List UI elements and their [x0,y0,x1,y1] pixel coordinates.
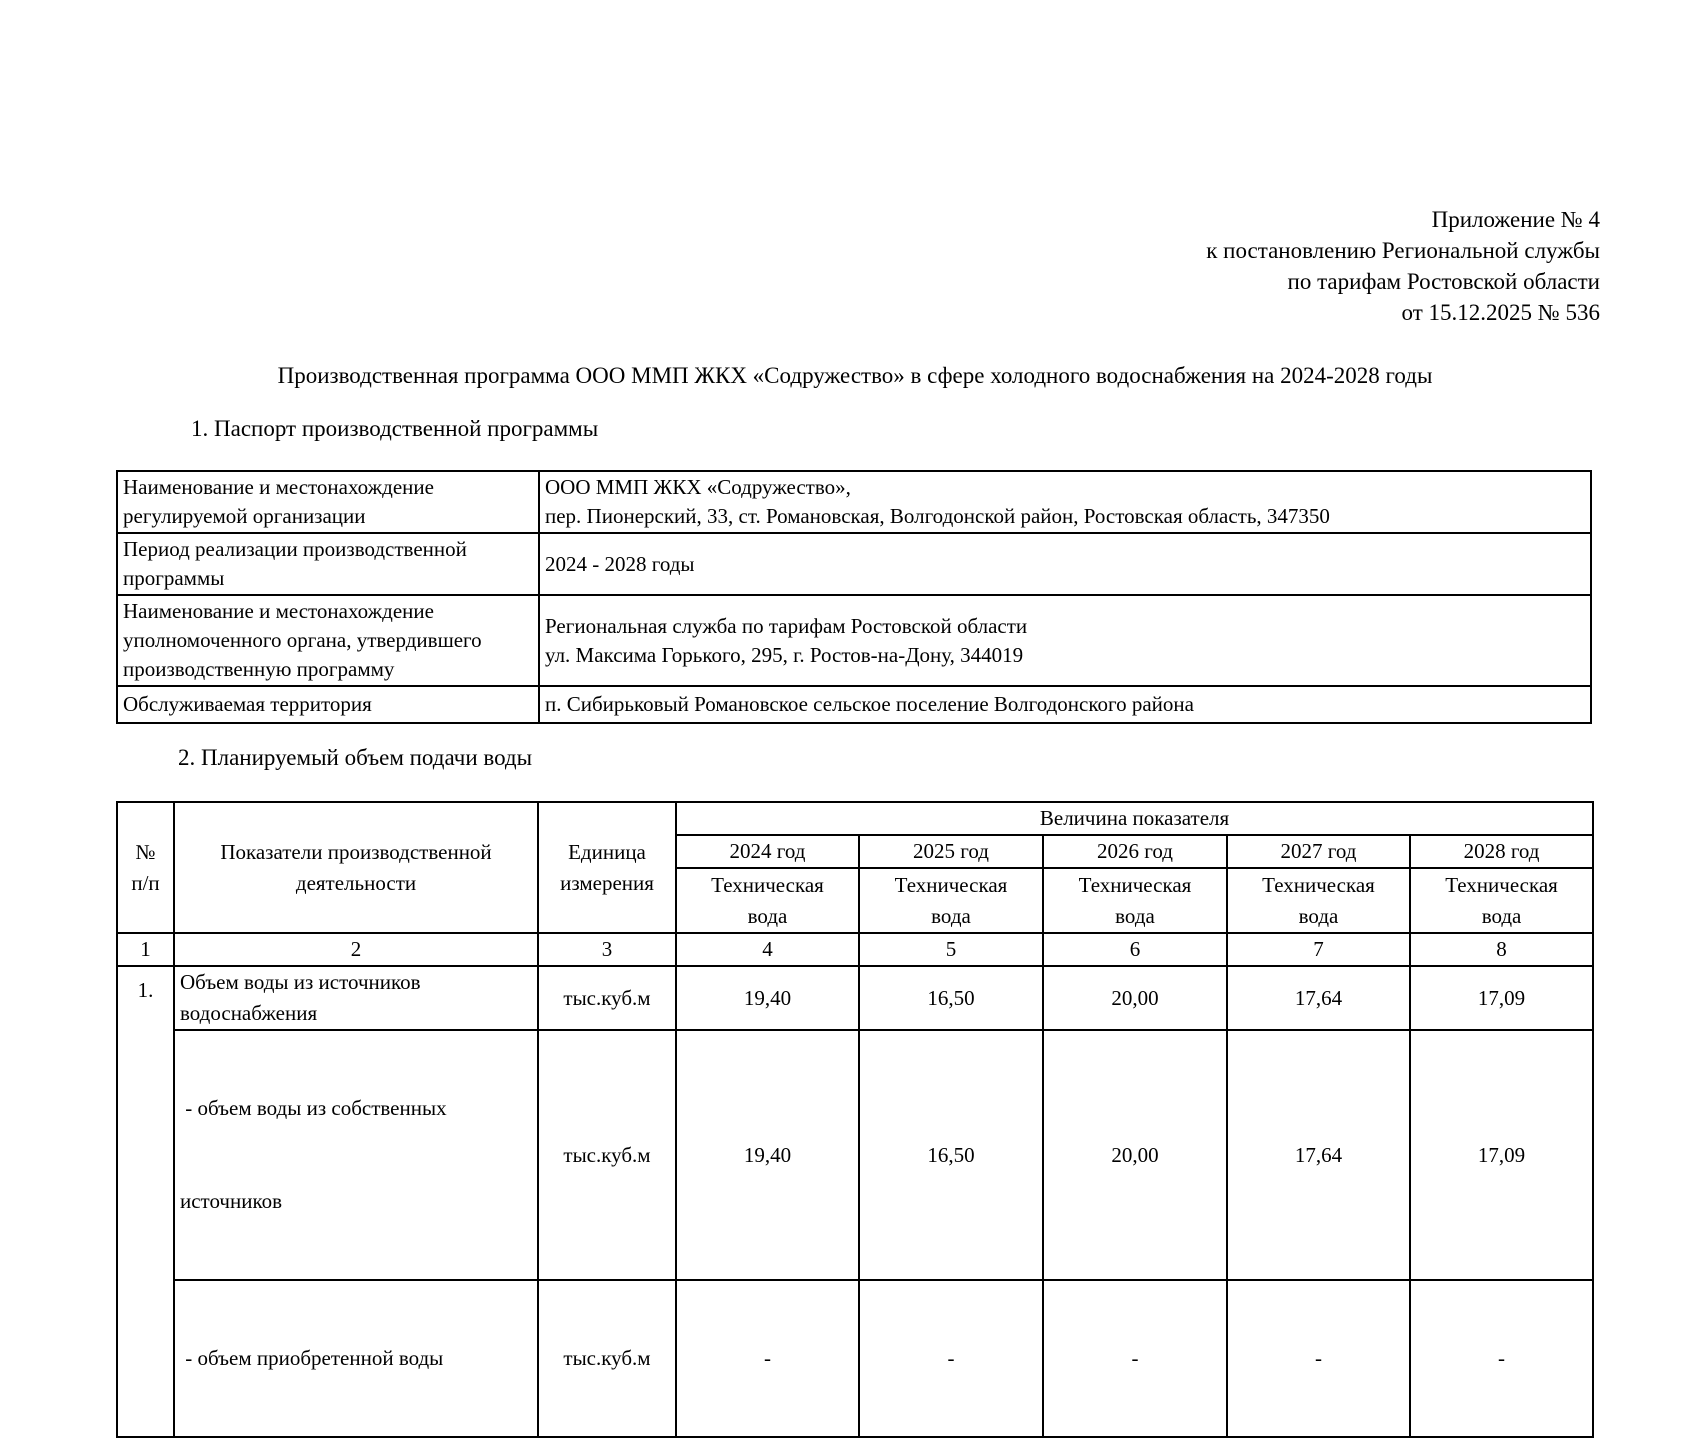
header-water-type [1043,868,1227,933]
text-line: Обслуживаемая территория [123,692,372,716]
text-line: вода [1115,903,1155,928]
text-line: п/п [131,870,160,895]
passport-value [539,533,1591,595]
value-cell: 17,64 [1227,966,1410,1030]
passport-label [117,471,539,533]
text-line: деятельности [295,870,417,895]
value-cell: 17,09 [1410,1030,1593,1280]
header-indicator [174,802,538,933]
text-line: регулируемой организации [123,504,366,528]
table-row [117,1030,1593,1280]
header-unit [538,802,676,933]
column-number: 8 [1410,933,1593,966]
value-cell: - [1227,1280,1410,1437]
text-line: вода [1298,903,1339,928]
header-number [117,802,174,933]
text-line: п. Сибирьковый Романовское сельское поселение Волгодонского района [545,692,1194,716]
text-line: водоснабжения [180,1001,318,1025]
text-line: Техническая [1262,872,1375,897]
value-cell: - [1043,1280,1227,1437]
column-number: 5 [859,933,1043,966]
text-line: - объем воды из собственных [180,1096,447,1120]
header-year: 2025 год [859,835,1043,868]
text-line: № [135,839,156,864]
table-row [117,533,1591,595]
column-number: 2 [174,933,538,966]
unit-cell: тыс.куб.м [538,966,676,1030]
header-year: 2028 год [1410,835,1593,868]
column-number: 6 [1043,933,1227,966]
value-cell: - [1410,1280,1593,1437]
indicator-label [174,1030,538,1280]
header-water-type [859,868,1043,933]
text-line: Показатели производственной [220,839,492,864]
column-number: 3 [538,933,676,966]
column-number: 1 [117,933,174,966]
table-row [117,1280,1593,1437]
document-title: Производственная программа ООО ММП ЖКХ «Содружество» в сфере холодного водоснабжения на 2024-2028 годы [277,363,1433,388]
header-water-type [676,868,859,933]
appendix-line: по тарифам Ростовской области [1287,269,1600,294]
text-line: ул. Максима Горького, 295, г. Ростов-на-Дону, 344019 [545,642,1024,667]
header-group: Величина показателя [676,802,1593,835]
value-cell: 16,50 [859,966,1043,1030]
value-cell: 19,40 [676,966,859,1030]
header-water-type [1227,868,1410,933]
text-line: - объем приобретенной воды [180,1346,444,1370]
passport-value [539,686,1591,723]
appendix-note [1080,204,1600,328]
indicator-label [174,1280,538,1437]
text-line: уполномоченного органа, утвердившего [123,628,482,652]
text-line: вода [931,903,971,928]
value-cell: 17,64 [1227,1030,1410,1280]
text-line: 2024 - 2028 годы [545,551,695,576]
table-row [117,966,1593,1030]
value-cell: - [676,1280,859,1437]
text-line: Объем воды из источников [180,970,421,994]
water-volume-table [116,801,1594,1438]
appendix-line: к постановлению Региональной службы [1206,238,1600,263]
text-line: Наименование и местонахождение [123,599,434,623]
table-row [117,471,1591,533]
text-line: ООО ММП ЖКХ «Содружество», [545,475,851,499]
passport-value [539,595,1591,686]
column-number: 7 [1227,933,1410,966]
column-number: 4 [676,933,859,966]
value-cell: 16,50 [859,1030,1043,1280]
header-year: 2024 год [676,835,859,868]
text-line: Техническая [1445,872,1558,897]
text-line: вода [747,903,788,928]
text-line: вода [1481,903,1522,928]
value-cell: 20,00 [1043,966,1227,1030]
value-cell: 17,09 [1410,966,1593,1030]
table-row [117,933,1593,966]
passport-label [117,686,539,723]
text-line: Техническая [711,872,824,897]
text-line: Техническая [1078,872,1192,897]
unit-cell: тыс.куб.м [538,1030,676,1280]
passport-label [117,533,539,595]
appendix-line: от 15.12.2025 № 536 [1401,300,1600,325]
section-1-heading: 1. Паспорт производственной программы [191,416,599,441]
row-number: 1. [117,966,174,1437]
text-line: программы [123,566,225,590]
text-line: Региональная служба по тарифам Ростовской области [545,613,1028,638]
table-row [117,595,1591,686]
header-year: 2026 год [1043,835,1227,868]
text-line: Единица [568,839,646,864]
text-line: источников [180,1189,283,1213]
indicator-label [174,966,538,1030]
text-line: Техническая [894,872,1008,897]
text-line: пер. Пионерский, 33, ст. Романовская, Волгодонской район, Ростовская область, 347350 [545,504,1330,528]
text-line: Наименование и местонахождение [123,475,434,499]
header-water-type [1410,868,1593,933]
appendix-line: Приложение № 4 [1431,207,1600,232]
unit-cell: тыс.куб.м [538,1280,676,1437]
header-year: 2027 год [1227,835,1410,868]
passport-value [539,471,1591,533]
value-cell: - [859,1280,1043,1437]
passport-table [116,470,1592,724]
section-2-heading: 2. Планируемый объем подачи воды [178,745,533,770]
text-line: производственную программу [123,657,395,681]
value-cell: 19,40 [676,1030,859,1280]
text-line: Период реализации производственной [123,537,467,561]
table-row [117,802,1593,835]
table-row [117,686,1591,723]
passport-label [117,595,539,686]
value-cell: 20,00 [1043,1030,1227,1280]
text-line: измерения [560,870,654,895]
